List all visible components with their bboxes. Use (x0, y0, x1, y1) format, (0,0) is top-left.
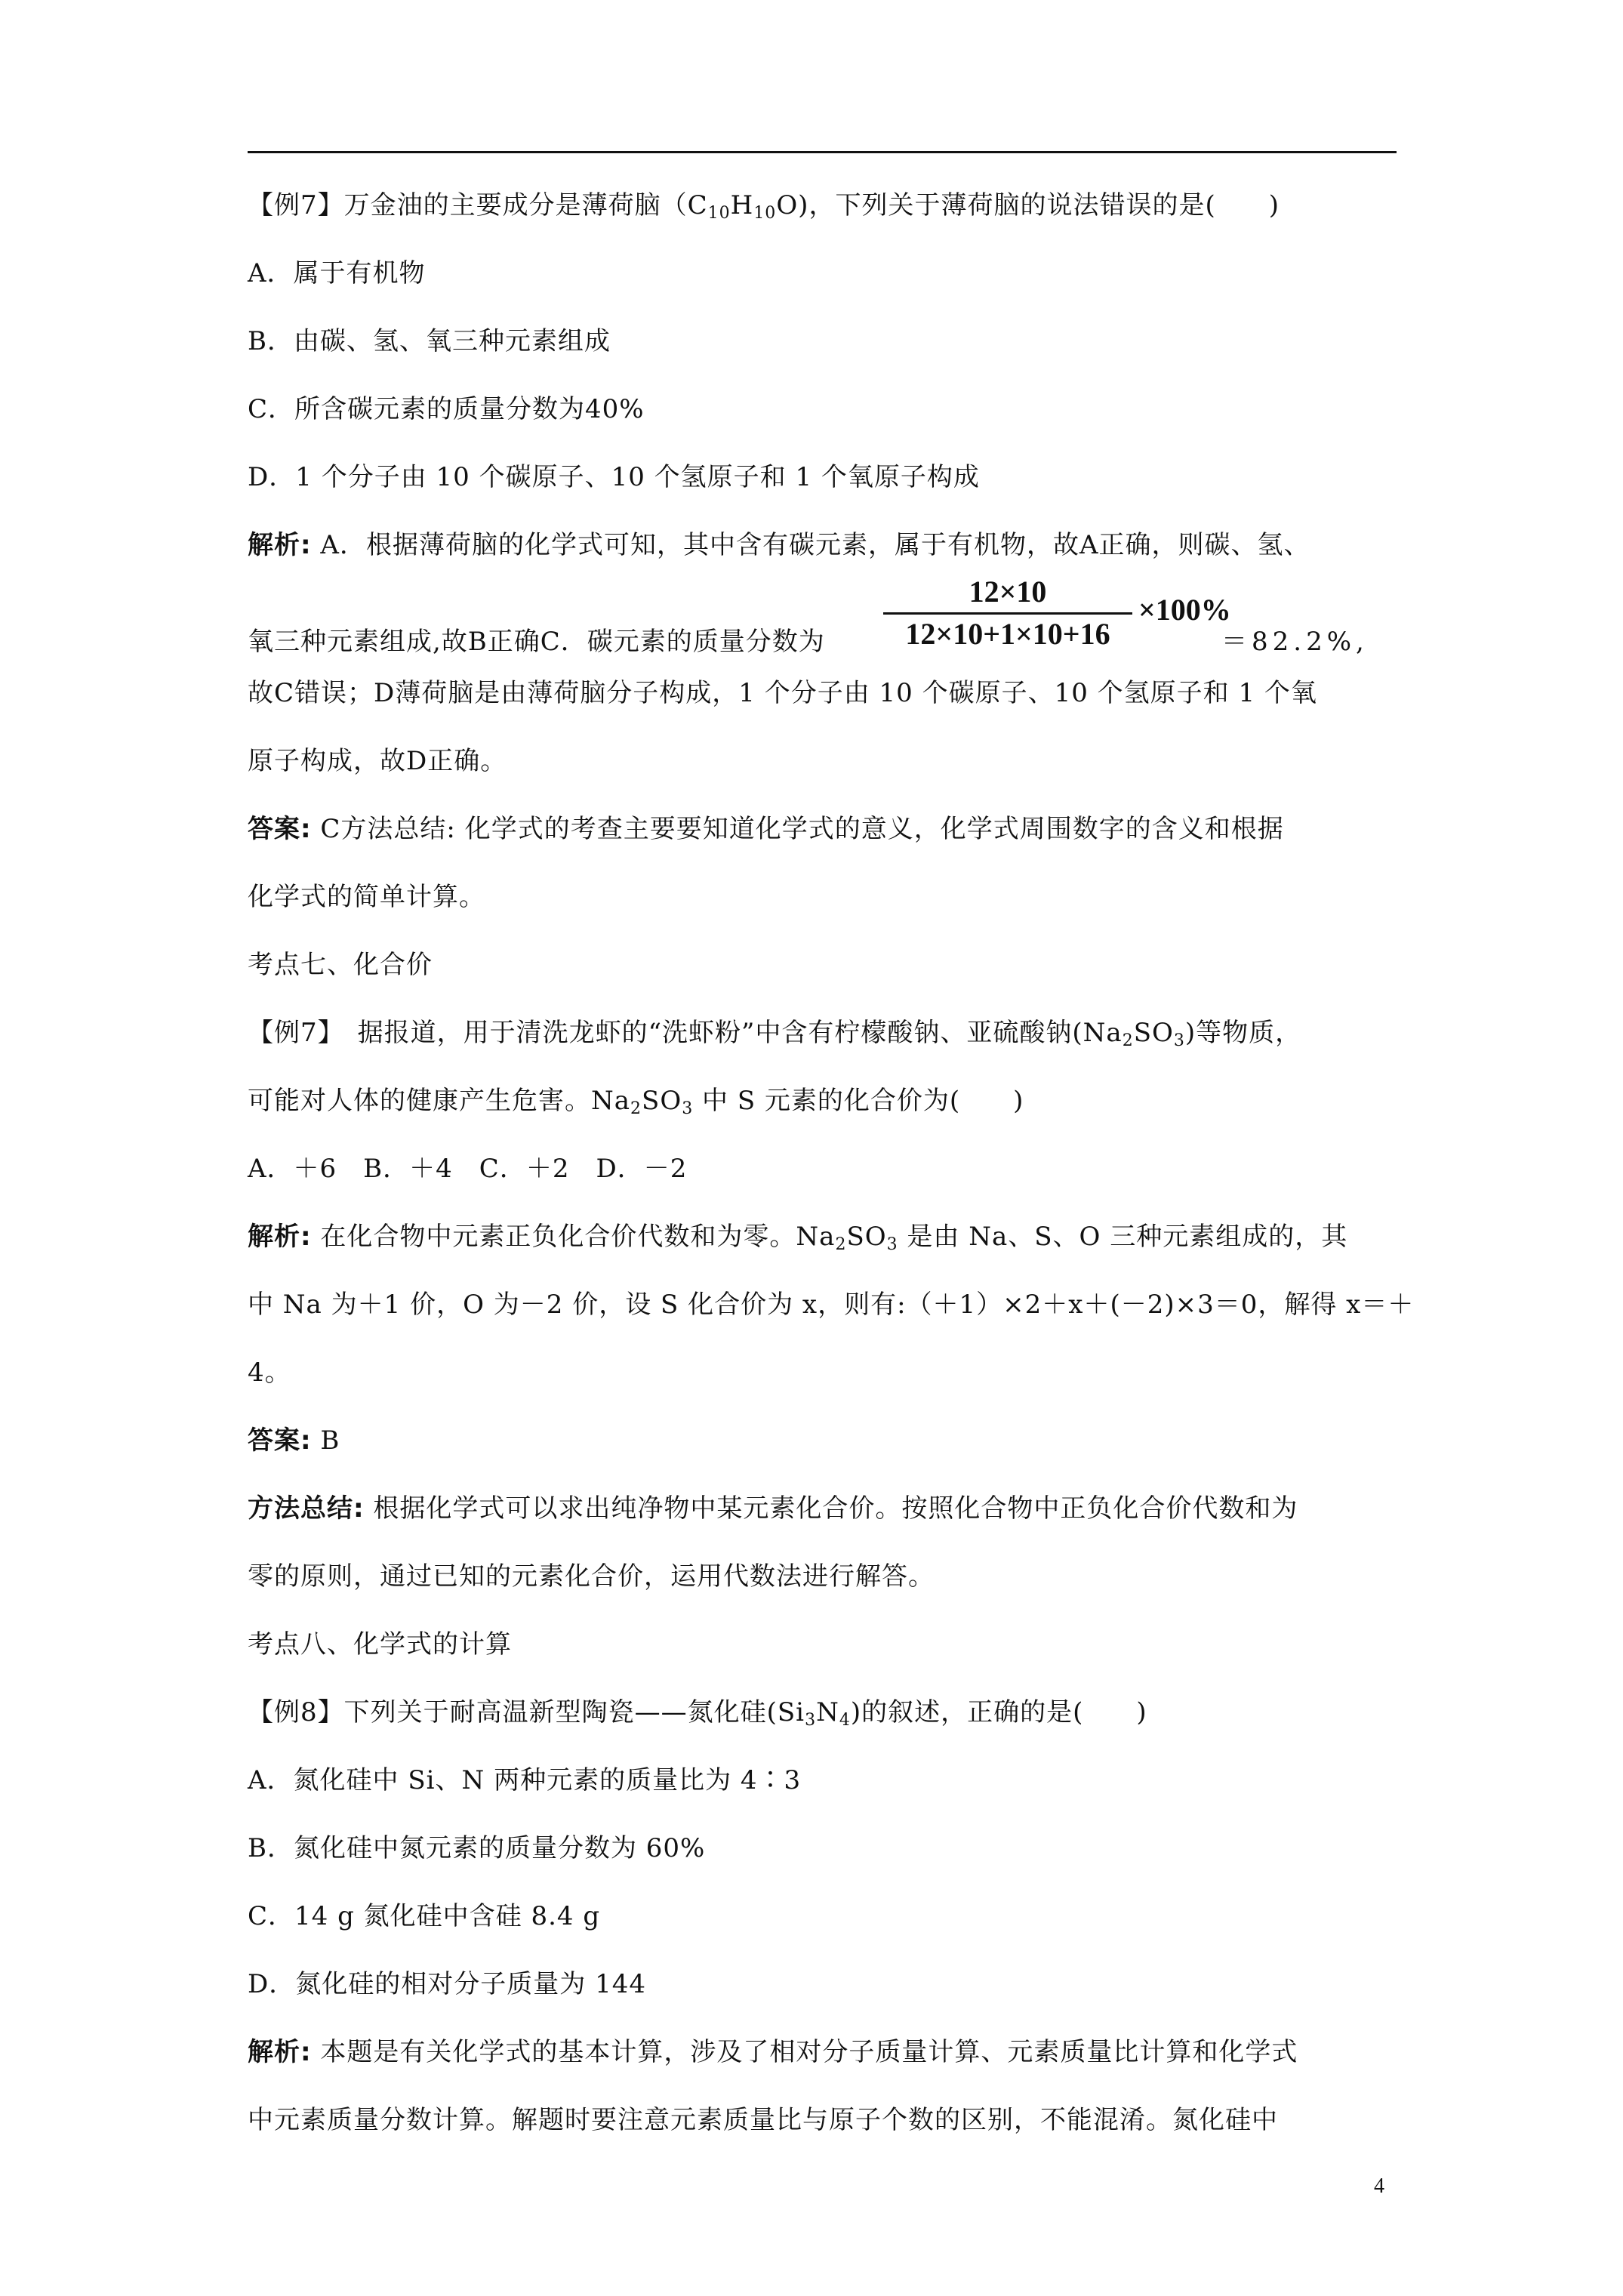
analysis-line: 故C错误；D薄荷脑是由薄荷脑分子构成，1 个分子由 10 个碳原子、10 个氢原子和 1 个氧 (248, 678, 1317, 708)
analysis-line: 解析: 在化合物中元素正负化合价代数和为零。$Na_2SO_3$ 是由 Na、S、O 三种元素组成的，其 (248, 1222, 1348, 1254)
answer-line: 答案: B (248, 1425, 340, 1456)
option-b: B．氮化硅中氮元素的质量分数为 60% (248, 1833, 706, 1863)
analysis-line: 中元素质量分数计算。解题时要注意元素质量比与原子个数的区别，不能混淆。氮化硅中 (248, 2105, 1278, 2135)
fraction (883, 574, 1231, 652)
summary-line: 方法总结: 根据化学式可以求出纯净物中某元素化合价。按照化合物中正负化合价代数和为 (248, 1493, 1298, 1524)
answer-line: 答案: C方法总结: 化学式的考查主要要知道化学式的意义，化学式周围数字的含义和根据 (248, 814, 1284, 844)
analysis-line: 解析: 本题是有关化学式的基本计算，涉及了相对分子质量计算、元素质量比计算和化学式 (248, 2037, 1298, 2067)
fraction-denominator: 12×10+1×10+16 (883, 612, 1132, 652)
header-rule (248, 151, 1397, 153)
analysis-line: 解析: A．根据薄荷脑的化学式可知，其中含有碳元素，属于有机物，故A正确，则碳、氢、 (248, 530, 1310, 560)
fraction-numerator: 12×10 (969, 575, 1047, 609)
example-7-question: 【例7】万金油的主要成分是薄荷脑$(C_{10}H_{10}O)$，下列关于薄荷脑的说法错误的是( ) (248, 190, 1280, 223)
option-c: C．所含碳元素的质量分数为40% (248, 394, 645, 424)
options-line: A．＋6 B．＋4 C．＋2 D．－2 (248, 1154, 688, 1184)
analysis-line: 中 Na 为＋1 价，O 为－2 价，设 S 化合价为 x，则有:（＋1）×2＋x＋(－2)×3＝0，解得 x＝＋ (248, 1290, 1415, 1320)
option-d: D．氮化硅的相对分子质量为 144 (248, 1969, 646, 1999)
mass-fraction-formula: 氧三种元素组成,故B正确C．碳元素的质量分数为 12×10 12×10+1×10+16 ×100% ＝82.2%, (248, 575, 1369, 657)
fraction-multiplier: ×100% (1138, 593, 1231, 627)
analysis-line: 原子构成，故D正确。 (248, 746, 507, 776)
option-a: A．属于有机物 (248, 258, 426, 288)
section-heading: 考点七、化合价 (248, 950, 433, 980)
example-8-question: 【例8】下列关于耐高温新型陶瓷——氮化硅$(Si_3N_4)$的叙述，正确的是( ) (248, 1697, 1147, 1730)
option-b: B．由碳、氢、氧三种元素组成 (248, 326, 611, 356)
analysis-line: 4。 (248, 1358, 291, 1388)
option-c: C．14 g 氮化硅中含硅 8.4 g (248, 1901, 601, 1931)
page-number: 4 (1374, 2174, 1384, 2198)
summary-line: 零的原则，通过已知的元素化合价，运用代数法进行解答。 (248, 1561, 935, 1592)
document-body (248, 189, 1415, 2171)
section-heading: 考点八、化学式的计算 (248, 1629, 512, 1660)
option-a: A．氮化硅中 Si、N 两种元素的质量比为 4∶3 (248, 1765, 802, 1795)
example-7b-question: 【例7】 据报道，用于清洗龙虾的“洗虾粉”中含有柠檬酸钠、亚硫酸钠$(Na_2SO_3)$等物质， (248, 1018, 1302, 1050)
question-line: 可能对人体的健康产生危害。$Na_2SO_3$ 中 S 元素的化合价为( ) (248, 1086, 1024, 1118)
option-d: D．1 个分子由 10 个碳原子、10 个氢原子和 1 个氧原子构成 (248, 462, 980, 492)
summary-line: 化学式的简单计算。 (248, 882, 485, 912)
